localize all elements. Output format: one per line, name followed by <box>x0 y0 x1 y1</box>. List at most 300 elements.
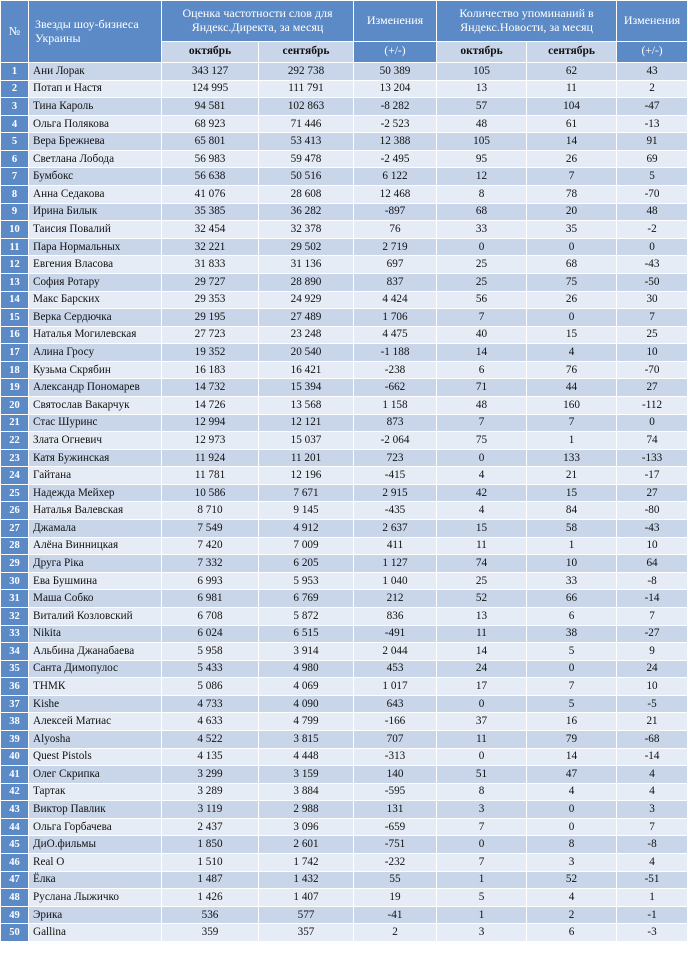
row-number: 17 <box>1 344 29 362</box>
direct-september: 3 096 <box>259 818 354 836</box>
direct-september: 5 872 <box>259 607 354 625</box>
news-change: -13 <box>617 115 688 133</box>
table-row <box>1 660 688 678</box>
direct-september: 59 478 <box>259 150 354 168</box>
news-september: 33 <box>527 572 617 590</box>
row-number: 6 <box>1 150 29 168</box>
star-name: Евгения Власова <box>29 256 162 274</box>
direct-october: 35 385 <box>162 203 259 221</box>
row-number: 20 <box>1 396 29 414</box>
direct-change: -166 <box>354 713 437 731</box>
header-changes-direct: Изменения <box>354 1 437 42</box>
header-news-october: октябрь <box>437 42 527 63</box>
news-change: 4 <box>617 783 688 801</box>
news-september: 7 <box>527 678 617 696</box>
row-number: 7 <box>1 168 29 186</box>
direct-october: 5 433 <box>162 660 259 678</box>
news-change: 64 <box>617 555 688 573</box>
news-october: 52 <box>437 590 527 608</box>
direct-october: 94 581 <box>162 98 259 116</box>
news-september: 20 <box>527 203 617 221</box>
direct-september: 4 799 <box>259 713 354 731</box>
direct-october: 41 076 <box>162 186 259 204</box>
news-october: 8 <box>437 186 527 204</box>
direct-september: 4 448 <box>259 748 354 766</box>
star-name: Кузьма Скрябин <box>29 361 162 379</box>
direct-september: 3 159 <box>259 766 354 784</box>
header-news-september: сентябрь <box>527 42 617 63</box>
news-october: 5 <box>437 889 527 907</box>
news-change: 0 <box>617 238 688 256</box>
table-row <box>1 801 688 819</box>
table-row <box>1 730 688 748</box>
direct-change: 723 <box>354 449 437 467</box>
news-change: 5 <box>617 168 688 186</box>
news-september: 1 <box>527 432 617 450</box>
header-stars: Звезды шоу-бизнеса Украины <box>29 1 162 63</box>
direct-september: 4 980 <box>259 660 354 678</box>
direct-september: 15 037 <box>259 432 354 450</box>
news-october: 40 <box>437 326 527 344</box>
news-october: 37 <box>437 713 527 731</box>
header-news: Количество упоминаний в Яндекс.Новости, за месяц <box>437 1 617 42</box>
news-october: 25 <box>437 256 527 274</box>
direct-october: 29 353 <box>162 291 259 309</box>
star-name: Quest Pistols <box>29 748 162 766</box>
table-row <box>1 766 688 784</box>
table-row <box>1 150 688 168</box>
direct-september: 7 671 <box>259 484 354 502</box>
row-number: 9 <box>1 203 29 221</box>
direct-change: 1 706 <box>354 309 437 327</box>
direct-october: 4 522 <box>162 730 259 748</box>
star-name: ТНМК <box>29 678 162 696</box>
direct-change: 837 <box>354 273 437 291</box>
direct-september: 36 282 <box>259 203 354 221</box>
star-name: Святослав Вакарчук <box>29 396 162 414</box>
news-change: 43 <box>617 63 688 81</box>
direct-september: 23 248 <box>259 326 354 344</box>
direct-change: -1 188 <box>354 344 437 362</box>
news-change: 3 <box>617 801 688 819</box>
row-number: 30 <box>1 572 29 590</box>
direct-october: 1 510 <box>162 854 259 872</box>
row-number: 39 <box>1 730 29 748</box>
news-september: 11 <box>527 80 617 98</box>
direct-change: 76 <box>354 221 437 239</box>
row-number: 13 <box>1 273 29 291</box>
direct-october: 11 924 <box>162 449 259 467</box>
direct-october: 6 708 <box>162 607 259 625</box>
news-change: 1 <box>617 889 688 907</box>
direct-october: 27 723 <box>162 326 259 344</box>
news-october: 4 <box>437 502 527 520</box>
news-change: 10 <box>617 678 688 696</box>
news-september: 4 <box>527 783 617 801</box>
star-name: Виктор Павлик <box>29 801 162 819</box>
star-name: Alyosha <box>29 730 162 748</box>
direct-september: 3 914 <box>259 643 354 661</box>
direct-october: 7 549 <box>162 520 259 538</box>
direct-september: 1 742 <box>259 854 354 872</box>
star-name: Ева Бушмина <box>29 572 162 590</box>
star-name: Злата Огневич <box>29 432 162 450</box>
row-number: 25 <box>1 484 29 502</box>
news-september: 66 <box>527 590 617 608</box>
direct-september: 24 929 <box>259 291 354 309</box>
news-september: 26 <box>527 150 617 168</box>
table-row <box>1 291 688 309</box>
direct-september: 9 145 <box>259 502 354 520</box>
direct-october: 1 426 <box>162 889 259 907</box>
row-number: 12 <box>1 256 29 274</box>
table-row <box>1 572 688 590</box>
direct-change: 19 <box>354 889 437 907</box>
direct-change: 2 915 <box>354 484 437 502</box>
table-row <box>1 695 688 713</box>
news-october: 48 <box>437 115 527 133</box>
direct-september: 32 378 <box>259 221 354 239</box>
star-name: Алина Гросу <box>29 344 162 362</box>
direct-september: 102 863 <box>259 98 354 116</box>
news-change: -68 <box>617 730 688 748</box>
table-row <box>1 854 688 872</box>
news-october: 7 <box>437 414 527 432</box>
direct-change: -491 <box>354 625 437 643</box>
table-row <box>1 871 688 889</box>
star-name: Анна Седакова <box>29 186 162 204</box>
row-number: 2 <box>1 80 29 98</box>
row-number: 43 <box>1 801 29 819</box>
star-name: Бумбокс <box>29 168 162 186</box>
news-september: 47 <box>527 766 617 784</box>
news-change: 27 <box>617 484 688 502</box>
direct-change: 1 017 <box>354 678 437 696</box>
news-september: 8 <box>527 836 617 854</box>
news-october: 12 <box>437 168 527 186</box>
table-row <box>1 80 688 98</box>
news-change: -133 <box>617 449 688 467</box>
star-name: Наталья Валевская <box>29 502 162 520</box>
news-september: 133 <box>527 449 617 467</box>
news-september: 16 <box>527 713 617 731</box>
table-row <box>1 783 688 801</box>
direct-october: 5 086 <box>162 678 259 696</box>
news-october: 3 <box>437 924 527 942</box>
star-name: Ольга Полякова <box>29 115 162 133</box>
star-name: Таисия Повалий <box>29 221 162 239</box>
direct-october: 65 801 <box>162 133 259 151</box>
row-number: 42 <box>1 783 29 801</box>
direct-change: 13 204 <box>354 80 437 98</box>
news-september: 78 <box>527 186 617 204</box>
table-row <box>1 326 688 344</box>
direct-change: -313 <box>354 748 437 766</box>
news-change: 91 <box>617 133 688 151</box>
news-change: 10 <box>617 344 688 362</box>
header-news-pm: (+/-) <box>617 42 688 63</box>
direct-october: 68 923 <box>162 115 259 133</box>
direct-september: 28 608 <box>259 186 354 204</box>
direct-september: 6 205 <box>259 555 354 573</box>
row-number: 40 <box>1 748 29 766</box>
direct-change: 55 <box>354 871 437 889</box>
table-row <box>1 467 688 485</box>
star-name: Ольга Горбачева <box>29 818 162 836</box>
table-row <box>1 344 688 362</box>
direct-change: -2 495 <box>354 150 437 168</box>
direct-september: 53 413 <box>259 133 354 151</box>
star-name: Санта Димопулос <box>29 660 162 678</box>
star-name: Альбина Джанабаева <box>29 643 162 661</box>
direct-change: 212 <box>354 590 437 608</box>
star-name: Джамала <box>29 520 162 538</box>
news-change: -112 <box>617 396 688 414</box>
news-change: -3 <box>617 924 688 942</box>
direct-change: 697 <box>354 256 437 274</box>
news-october: 105 <box>437 133 527 151</box>
direct-september: 5 953 <box>259 572 354 590</box>
direct-september: 111 791 <box>259 80 354 98</box>
row-number: 50 <box>1 924 29 942</box>
news-october: 7 <box>437 309 527 327</box>
table-row <box>1 537 688 555</box>
news-september: 84 <box>527 502 617 520</box>
star-name: Наталья Могилевская <box>29 326 162 344</box>
table-row <box>1 607 688 625</box>
row-number: 29 <box>1 555 29 573</box>
news-october: 0 <box>437 238 527 256</box>
news-october: 68 <box>437 203 527 221</box>
direct-change: -897 <box>354 203 437 221</box>
news-change: -5 <box>617 695 688 713</box>
header-direct-september: сентябрь <box>259 42 354 63</box>
row-number: 44 <box>1 818 29 836</box>
direct-october: 6 981 <box>162 590 259 608</box>
news-change: 0 <box>617 414 688 432</box>
table-row <box>1 889 688 907</box>
news-september: 0 <box>527 818 617 836</box>
row-number: 11 <box>1 238 29 256</box>
direct-september: 3 815 <box>259 730 354 748</box>
news-change: -8 <box>617 836 688 854</box>
header-direct-pm: (+/-) <box>354 42 437 63</box>
row-number: 4 <box>1 115 29 133</box>
news-change: 21 <box>617 713 688 731</box>
direct-september: 2 601 <box>259 836 354 854</box>
star-name: Макс Барских <box>29 291 162 309</box>
news-change: 27 <box>617 379 688 397</box>
direct-change: 6 122 <box>354 168 437 186</box>
news-september: 15 <box>527 484 617 502</box>
direct-september: 50 516 <box>259 168 354 186</box>
direct-change: -2 523 <box>354 115 437 133</box>
star-name: Ёлка <box>29 871 162 889</box>
news-october: 1 <box>437 906 527 924</box>
news-change: -8 <box>617 572 688 590</box>
row-number: 38 <box>1 713 29 731</box>
direct-change: -659 <box>354 818 437 836</box>
news-september: 44 <box>527 379 617 397</box>
direct-change: 12 468 <box>354 186 437 204</box>
news-september: 58 <box>527 520 617 538</box>
direct-change: -232 <box>354 854 437 872</box>
direct-change: 411 <box>354 537 437 555</box>
table-row <box>1 98 688 116</box>
direct-change: -2 064 <box>354 432 437 450</box>
row-number: 23 <box>1 449 29 467</box>
row-number: 24 <box>1 467 29 485</box>
news-october: 14 <box>437 344 527 362</box>
direct-september: 71 446 <box>259 115 354 133</box>
direct-october: 31 833 <box>162 256 259 274</box>
table-row <box>1 203 688 221</box>
direct-change: -662 <box>354 379 437 397</box>
direct-october: 2 437 <box>162 818 259 836</box>
news-september: 0 <box>527 238 617 256</box>
direct-september: 27 489 <box>259 309 354 327</box>
news-october: 25 <box>437 273 527 291</box>
table-row <box>1 625 688 643</box>
news-october: 7 <box>437 854 527 872</box>
news-september: 160 <box>527 396 617 414</box>
row-number: 49 <box>1 906 29 924</box>
direct-september: 2 988 <box>259 801 354 819</box>
news-september: 0 <box>527 660 617 678</box>
row-number: 5 <box>1 133 29 151</box>
news-october: 17 <box>437 678 527 696</box>
direct-october: 12 973 <box>162 432 259 450</box>
news-october: 7 <box>437 818 527 836</box>
table-row <box>1 643 688 661</box>
star-name: Стас Шуринс <box>29 414 162 432</box>
direct-october: 32 221 <box>162 238 259 256</box>
direct-october: 3 119 <box>162 801 259 819</box>
news-september: 6 <box>527 607 617 625</box>
news-change: 10 <box>617 537 688 555</box>
news-september: 26 <box>527 291 617 309</box>
star-name: София Ротару <box>29 273 162 291</box>
direct-change: 1 127 <box>354 555 437 573</box>
news-october: 74 <box>437 555 527 573</box>
direct-october: 16 183 <box>162 361 259 379</box>
row-number: 22 <box>1 432 29 450</box>
news-october: 0 <box>437 836 527 854</box>
row-number: 28 <box>1 537 29 555</box>
row-number: 15 <box>1 309 29 327</box>
news-september: 76 <box>527 361 617 379</box>
table-row <box>1 396 688 414</box>
table-row <box>1 63 688 81</box>
news-october: 11 <box>437 625 527 643</box>
row-number: 41 <box>1 766 29 784</box>
direct-october: 4 733 <box>162 695 259 713</box>
table-row <box>1 748 688 766</box>
table-row <box>1 432 688 450</box>
direct-october: 1 487 <box>162 871 259 889</box>
table-row <box>1 256 688 274</box>
news-change: -43 <box>617 520 688 538</box>
table-row <box>1 309 688 327</box>
star-name: Вера Брежнева <box>29 133 162 151</box>
news-september: 0 <box>527 801 617 819</box>
row-number: 10 <box>1 221 29 239</box>
news-change: 7 <box>617 607 688 625</box>
table-header <box>1 1 688 63</box>
row-number: 31 <box>1 590 29 608</box>
direct-change: -595 <box>354 783 437 801</box>
direct-september: 16 421 <box>259 361 354 379</box>
news-change: 74 <box>617 432 688 450</box>
news-september: 4 <box>527 889 617 907</box>
direct-change: 50 389 <box>354 63 437 81</box>
row-number: 32 <box>1 607 29 625</box>
news-september: 1 <box>527 537 617 555</box>
star-name: Руслана Лыжичко <box>29 889 162 907</box>
news-september: 7 <box>527 168 617 186</box>
direct-change: 2 637 <box>354 520 437 538</box>
direct-october: 8 710 <box>162 502 259 520</box>
row-number: 27 <box>1 520 29 538</box>
star-name: ДиО.фильмы <box>29 836 162 854</box>
table-row <box>1 238 688 256</box>
news-september: 62 <box>527 63 617 81</box>
news-september: 0 <box>527 309 617 327</box>
news-september: 4 <box>527 344 617 362</box>
table-row <box>1 555 688 573</box>
row-number: 37 <box>1 695 29 713</box>
direct-october: 4 633 <box>162 713 259 731</box>
direct-september: 6 515 <box>259 625 354 643</box>
direct-change: 707 <box>354 730 437 748</box>
direct-october: 343 127 <box>162 63 259 81</box>
star-name: Kishe <box>29 695 162 713</box>
news-change: -14 <box>617 590 688 608</box>
news-change: -27 <box>617 625 688 643</box>
direct-october: 1 850 <box>162 836 259 854</box>
row-number: 16 <box>1 326 29 344</box>
news-change: 4 <box>617 766 688 784</box>
news-change: 4 <box>617 854 688 872</box>
row-number: 3 <box>1 98 29 116</box>
news-october: 0 <box>437 449 527 467</box>
star-name: Алёна Винницкая <box>29 537 162 555</box>
news-october: 42 <box>437 484 527 502</box>
star-name: Виталий Козловский <box>29 607 162 625</box>
direct-october: 56 638 <box>162 168 259 186</box>
table-row <box>1 590 688 608</box>
star-name: Александр Пономарев <box>29 379 162 397</box>
news-october: 48 <box>437 396 527 414</box>
news-change: 25 <box>617 326 688 344</box>
news-october: 11 <box>437 537 527 555</box>
row-number: 33 <box>1 625 29 643</box>
star-name: Тина Кароль <box>29 98 162 116</box>
row-number: 45 <box>1 836 29 854</box>
header-num: № <box>1 1 29 63</box>
table-row <box>1 379 688 397</box>
news-september: 5 <box>527 643 617 661</box>
direct-change: -751 <box>354 836 437 854</box>
table-row <box>1 484 688 502</box>
direct-october: 7 420 <box>162 537 259 555</box>
header-direct: Оценка частотности слов для Яндекс.Директа, за месяц <box>162 1 354 42</box>
direct-change: 131 <box>354 801 437 819</box>
direct-september: 357 <box>259 924 354 942</box>
news-october: 11 <box>437 730 527 748</box>
star-name: Друга Ріка <box>29 555 162 573</box>
star-name: Ирина Билык <box>29 203 162 221</box>
